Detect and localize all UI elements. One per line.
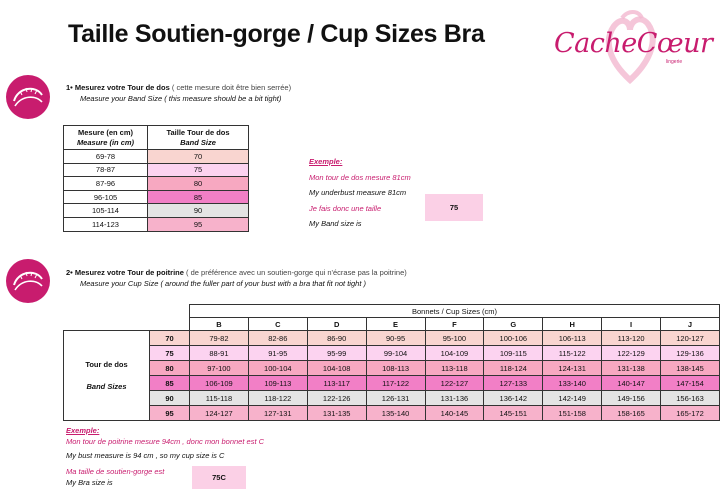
example1-line3: Je fais donc une taille [309, 203, 382, 213]
cup-letter-header: D [307, 318, 366, 331]
cup-value-cell: 109-115 [484, 346, 543, 361]
band-measure-cell: 87-96 [64, 177, 148, 191]
cup-letter-header: H [543, 318, 602, 331]
cup-value-cell: 151-158 [543, 406, 602, 421]
band-row [64, 217, 249, 231]
cup-value-cell: 106-109 [190, 376, 249, 391]
band-measure-cell: 105-114 [64, 204, 148, 218]
cup-value-cell: 117-122 [366, 376, 425, 391]
cup-value-cell: 122-126 [307, 391, 366, 406]
cup-letter-header: C [248, 318, 307, 331]
cup-value-cell: 122-129 [602, 346, 661, 361]
cup-value-cell: 86-90 [307, 331, 366, 346]
cup-row-label: Tour de dos Band Sizes [64, 331, 150, 421]
cup-value-cell: 129-136 [661, 346, 720, 361]
band-size-cell: 75 [148, 163, 249, 177]
step2-heading: 2• Mesurez votre Tour de poitrine [66, 268, 184, 277]
cup-band-cell: 90 [150, 391, 190, 406]
band-row [64, 150, 249, 164]
cup-value-cell: 133-140 [543, 376, 602, 391]
cup-value-cell: 140-145 [425, 406, 484, 421]
band-row [64, 163, 249, 177]
step2-note: ( de préférence avec un soutien-gorge qui n'écrase pas la poitrine) [186, 268, 407, 277]
cup-value-cell: 113-120 [602, 331, 661, 346]
example2-result: 75C [192, 466, 246, 489]
cup-band-cell: 75 [150, 346, 190, 361]
example1-line4: My Band size is [309, 219, 362, 228]
cup-row [64, 406, 720, 421]
cup-band-cell: 85 [150, 376, 190, 391]
cup-value-cell: 108-113 [366, 361, 425, 376]
band-measure-cell: 96-105 [64, 190, 148, 204]
band-size-cell: 70 [148, 150, 249, 164]
cup-value-cell: 136-142 [484, 391, 543, 406]
cup-value-cell: 88-91 [190, 346, 249, 361]
band-measure-cell: 114-123 [64, 217, 148, 231]
example2-line4: My Bra size is [66, 478, 113, 487]
cup-value-cell: 158-165 [602, 406, 661, 421]
cup-row [64, 331, 720, 346]
band-header-size: Taille Tour de dos Band Size [148, 126, 249, 150]
logo-subtext: lingerie [666, 59, 683, 65]
cup-value-cell: 126-131 [366, 391, 425, 406]
cup-value-cell: 124-131 [543, 361, 602, 376]
cup-value-cell: 140-147 [602, 376, 661, 391]
measuring-tape-icon [6, 75, 50, 119]
example2-line3: Ma taille de soutien-gorge est [66, 467, 165, 476]
example1 [309, 154, 411, 232]
example1-line1: Mon tour de dos mesure 81cm [309, 172, 411, 182]
cup-value-cell: 97-100 [190, 361, 249, 376]
example2-line2: My bust measure is 94 cm , so my cup size is C [66, 451, 225, 460]
cup-value-cell: 115-122 [543, 346, 602, 361]
band-size-cell: 95 [148, 217, 249, 231]
cup-value-cell: 165-172 [661, 406, 720, 421]
cup-row [64, 361, 720, 376]
cup-row [64, 376, 720, 391]
step1-heading: 1• Mesurez votre Tour de dos [66, 83, 170, 92]
cup-row [64, 391, 720, 406]
measuring-tape-icon [6, 259, 50, 303]
cup-value-cell: 142-149 [543, 391, 602, 406]
cup-value-cell: 131-138 [602, 361, 661, 376]
cup-value-cell: 131-136 [425, 391, 484, 406]
cup-value-cell: 120-127 [661, 331, 720, 346]
cup-value-cell: 115-118 [190, 391, 249, 406]
cup-band-cell: 95 [150, 406, 190, 421]
cup-value-cell: 109-113 [248, 376, 307, 391]
cup-value-cell: 118-124 [484, 361, 543, 376]
band-measure-cell: 78-87 [64, 163, 148, 177]
band-header-measure: Mesure (en cm) Measure (in cm) [64, 126, 148, 150]
cup-row [64, 346, 720, 361]
cup-value-cell: 99-104 [366, 346, 425, 361]
cup-letter-header: G [484, 318, 543, 331]
cup-letter-header: F [425, 318, 484, 331]
cup-value-cell: 113-117 [307, 376, 366, 391]
band-size-table [63, 125, 249, 232]
band-row [64, 177, 249, 191]
cup-value-cell: 113-118 [425, 361, 484, 376]
cup-value-cell: 156-163 [661, 391, 720, 406]
logo-text: CacheCœur [554, 28, 713, 59]
cup-value-cell: 135-140 [366, 406, 425, 421]
step1-note: ( cette mesure doit être bien serrée) [171, 83, 292, 92]
cup-value-cell: 82-86 [248, 331, 307, 346]
band-row [64, 190, 249, 204]
band-size-cell: 90 [148, 204, 249, 218]
cup-value-cell: 149-156 [602, 391, 661, 406]
example2-label: Exemple: [66, 426, 100, 435]
example2-line1: Mon tour de poitrine mesure 94cm , donc mon bonnet est C [66, 437, 265, 446]
cup-value-cell: 104-108 [307, 361, 366, 376]
step2-english: Measure your Cup Size ( around the fuller part of your bust with a bra that fit not tight ) [80, 279, 366, 288]
cup-band-cell: 80 [150, 361, 190, 376]
band-measure-cell: 69-78 [64, 150, 148, 164]
step2-instructions [66, 267, 407, 289]
cup-value-cell: 127-131 [248, 406, 307, 421]
step1-instructions [66, 82, 291, 104]
cup-letter-header: J [661, 318, 720, 331]
cup-value-cell: 95-99 [307, 346, 366, 361]
cup-value-cell: 122-127 [425, 376, 484, 391]
page-title: Taille Soutien-gorge / Cup Sizes Bra [68, 20, 485, 48]
cup-letter-header: E [366, 318, 425, 331]
band-size-cell: 80 [148, 177, 249, 191]
example1-result: 75 [425, 194, 483, 221]
cup-value-cell: 147-154 [661, 376, 720, 391]
example1-line2: My underbust measure 81cm [309, 188, 407, 197]
cup-value-cell: 124-127 [190, 406, 249, 421]
cup-value-cell: 91-95 [248, 346, 307, 361]
brand-logo [548, 8, 718, 84]
cup-size-table [63, 304, 720, 421]
step1-english: Measure your Band Size ( this measure should be a bit tight) [80, 94, 282, 103]
cup-super-header: Bonnets / Cup Sizes (cm) [190, 305, 720, 318]
cup-value-cell: 100-104 [248, 361, 307, 376]
cup-value-cell: 79-82 [190, 331, 249, 346]
cup-value-cell: 100-106 [484, 331, 543, 346]
cup-value-cell: 138-145 [661, 361, 720, 376]
cup-value-cell: 95-100 [425, 331, 484, 346]
cup-value-cell: 131-135 [307, 406, 366, 421]
band-size-cell: 85 [148, 190, 249, 204]
cup-letter-header: B [190, 318, 249, 331]
cup-value-cell: 90-95 [366, 331, 425, 346]
cup-band-cell: 70 [150, 331, 190, 346]
cup-value-cell: 145-151 [484, 406, 543, 421]
cup-value-cell: 127-133 [484, 376, 543, 391]
cup-value-cell: 104-109 [425, 346, 484, 361]
cup-value-cell: 118-122 [248, 391, 307, 406]
example1-label: Exemple: [309, 157, 343, 166]
cup-letter-header: I [602, 318, 661, 331]
cup-value-cell: 106-113 [543, 331, 602, 346]
band-row [64, 204, 249, 218]
